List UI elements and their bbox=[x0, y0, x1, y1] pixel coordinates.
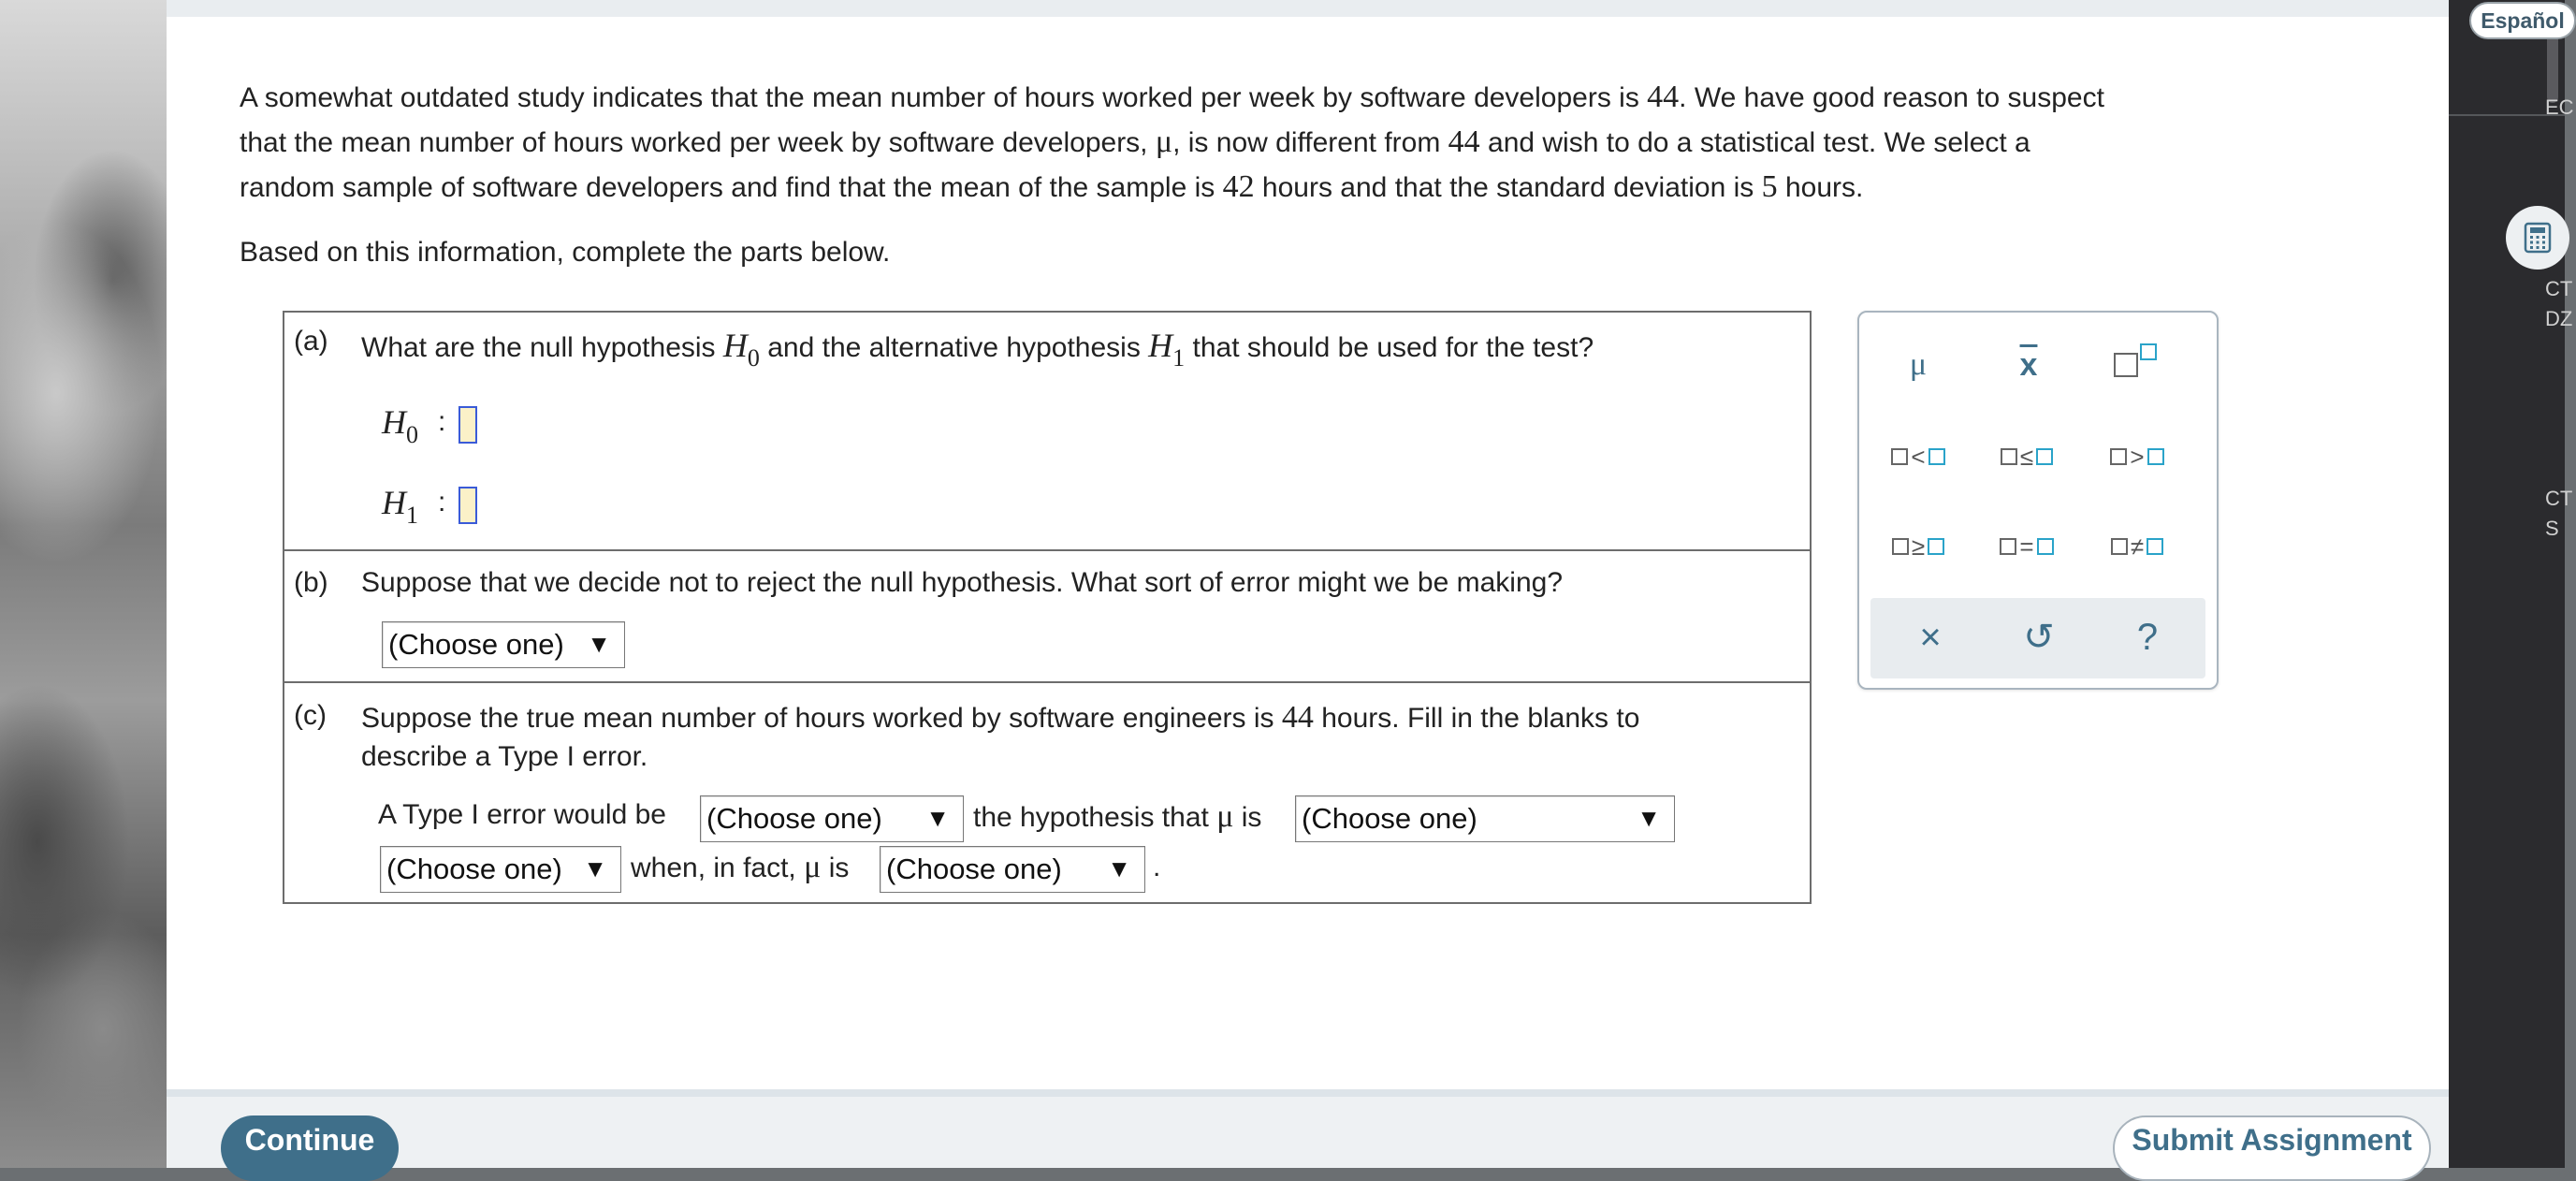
problem-line-1: A somewhat outdated study indicates that the mean number of hours worked per week by software developers is 44. We have good reason to suspect bbox=[240, 80, 2104, 114]
hypothesis-relation-select[interactable]: (Choose one) ▼ bbox=[1295, 795, 1675, 842]
triangle-down-icon: ▼ bbox=[925, 804, 950, 832]
edge-text-fragment: EC bbox=[2545, 95, 2574, 119]
null-hypothesis-label: H0 bbox=[382, 403, 418, 448]
part-c-question: Suppose the true mean number of hours worked by software engineers is 44 hours. Fill in the blanks to bbox=[361, 700, 1640, 735]
edge-text-fragment: CT bbox=[2545, 487, 2573, 510]
superscript-button[interactable] bbox=[2093, 337, 2177, 393]
action-select[interactable]: (Choose one) ▼ bbox=[700, 795, 964, 842]
equal-button[interactable]: = bbox=[1985, 518, 2069, 575]
less-or-equal-button[interactable]: ≤ bbox=[1985, 429, 2069, 485]
row-divider bbox=[284, 681, 1810, 683]
sentence-text-1: A Type I error would be bbox=[378, 799, 666, 830]
help-button[interactable] bbox=[2110, 609, 2185, 665]
problem-line-2: that the mean number of hours worked per week by software developers, μ, is now different from 44 and wish to do a statistical test. We select a bbox=[240, 124, 2030, 159]
palette-actions bbox=[1870, 598, 2205, 678]
superscript-base-box bbox=[2114, 353, 2138, 377]
part-b-question: Suppose that we decide not to reject the null hypothesis. What sort of error might we be making? bbox=[361, 567, 1564, 598]
part-a-label: (a) bbox=[294, 326, 328, 357]
alternative-hypothesis-input[interactable] bbox=[458, 487, 477, 524]
true-value-select[interactable]: (Choose one) ▼ bbox=[880, 846, 1145, 893]
null-hypothesis-input[interactable] bbox=[458, 406, 477, 444]
submit-assignment-button[interactable]: Submit Assignment bbox=[2113, 1115, 2431, 1181]
undo-button[interactable] bbox=[2001, 609, 2076, 665]
triangle-down-icon: ▼ bbox=[1637, 804, 1661, 832]
sentence-text-3: when, in fact, μ is bbox=[631, 850, 850, 884]
mu-symbol-button[interactable]: μ bbox=[1909, 347, 1928, 382]
alternative-hypothesis-colon: : bbox=[438, 487, 446, 518]
greater-than-button[interactable]: > bbox=[2095, 429, 2179, 485]
question-table bbox=[283, 311, 1812, 904]
greater-or-equal-button[interactable]: ≥ bbox=[1876, 518, 1960, 575]
part-c-label: (c) bbox=[294, 700, 327, 731]
xbar-symbol-button[interactable]: $\overline{x}$ bbox=[2019, 346, 2038, 383]
triangle-down-icon: ▼ bbox=[583, 854, 607, 882]
background-window bbox=[2449, 0, 2565, 1168]
calculator-icon bbox=[2524, 222, 2552, 254]
language-toggle-button[interactable]: Español bbox=[2469, 2, 2576, 39]
triangle-down-icon: ▼ bbox=[1107, 854, 1131, 882]
edge-text-fragment: S bbox=[2545, 517, 2559, 540]
close-icon: × bbox=[1919, 616, 1942, 658]
part-b-label: (b) bbox=[294, 567, 328, 598]
edge-text-fragment: DZ bbox=[2545, 307, 2573, 330]
edge-text-fragment: CT bbox=[2545, 277, 2573, 300]
part-c-question-line-2: describe a Type I error. bbox=[361, 741, 648, 772]
part-a-question: What are the null hypothesis H0 and the alternative hypothesis H1 that should be used for the test? bbox=[361, 327, 1594, 372]
row-divider bbox=[284, 549, 1810, 551]
problem-line-3: random sample of software developers and find that the mean of the sample is 42 hours and that the standard deviation is 5 hours. bbox=[240, 169, 1864, 204]
superscript-exponent-box bbox=[2140, 343, 2157, 360]
clear-button[interactable] bbox=[1893, 609, 1968, 665]
error-type-select[interactable]: (Choose one) ▼ bbox=[382, 621, 625, 668]
math-palette bbox=[1857, 311, 2219, 690]
sentence-period: . bbox=[1153, 852, 1161, 882]
not-equal-button[interactable]: ≠ bbox=[2095, 518, 2179, 575]
footer-bar bbox=[167, 1089, 2449, 1168]
panel-top-bar bbox=[167, 0, 2449, 17]
less-than-button[interactable]: < bbox=[1876, 429, 1960, 485]
triangle-down-icon: ▼ bbox=[587, 630, 611, 658]
calculator-button[interactable] bbox=[2506, 206, 2569, 270]
null-hypothesis-colon: : bbox=[438, 406, 446, 437]
continue-button[interactable]: Continue bbox=[221, 1115, 399, 1181]
sentence-text-2: the hypothesis that μ is bbox=[973, 799, 1262, 834]
hypothesis-value-select[interactable]: (Choose one) ▼ bbox=[380, 846, 621, 893]
background-photo bbox=[0, 0, 167, 1168]
help-icon: ? bbox=[2136, 616, 2159, 658]
problem-instruction: Based on this information, complete the parts below. bbox=[240, 237, 891, 268]
alternative-hypothesis-label: H1 bbox=[382, 484, 418, 529]
undo-icon: ↺ bbox=[2023, 617, 2055, 658]
